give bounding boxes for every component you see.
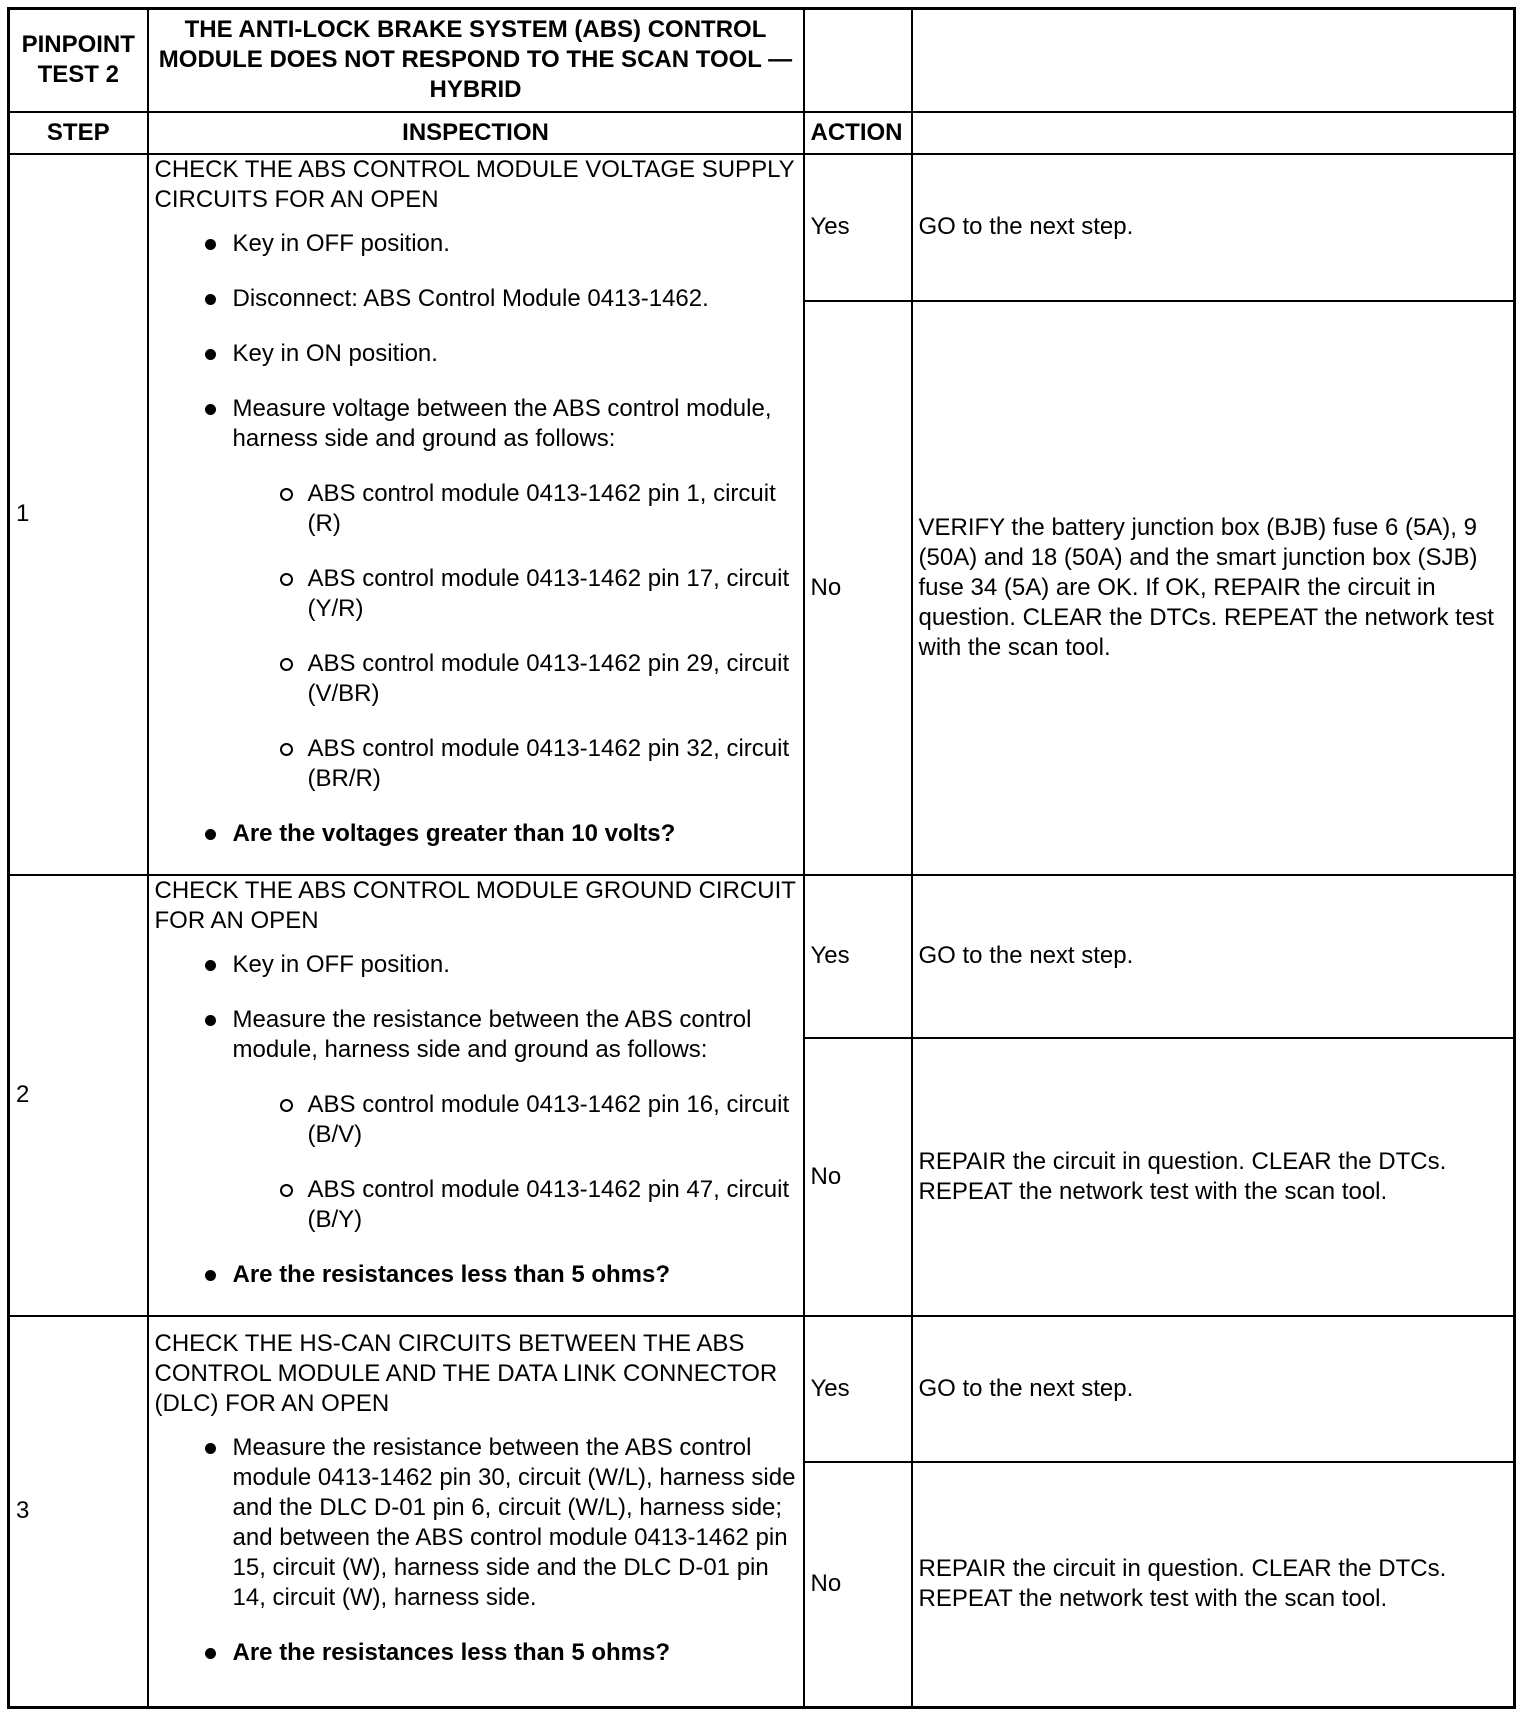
bullet-item <box>203 1005 797 1235</box>
title-blank-cell-1 <box>804 9 912 112</box>
pinpoint-test-table <box>7 7 1516 1709</box>
step-1-yes-row <box>9 154 1515 302</box>
no-action: VERIFY the battery junction box (BJB) fuse 6 (5A), 9 (50A) and 18 (50A) and the smart junction box (SJB) fuse 34 (5A) are OK. If OK, REPAIR the circuit in question. CLEAR the DTCs. REPEAT the network test with the scan tool. <box>912 301 1515 874</box>
step-3-yes-row <box>9 1316 1515 1462</box>
step-number: 2 <box>9 875 148 1316</box>
column-header-row <box>9 112 1515 154</box>
bullet-item: Measure the resistance between the ABS control module 0413-1462 pin 30, circuit (W/L), harness side and the DLC D-01 pin 6, circuit (W/L), harness side; and between the ABS control module 0413-1462 pin 15, circuit (W), harness side and the DLC D-01 pin 14, circuit (W), harness side. <box>203 1433 797 1613</box>
bullet-text: Measure the resistance between the ABS control module, harness side and ground as follows: <box>232 1005 752 1063</box>
sub-bullet-item: ABS control module 0413-1462 pin 16, circuit (B/V) <box>278 1090 797 1150</box>
yes-label: Yes <box>804 1316 912 1462</box>
bullet-item: Key in OFF position. <box>203 229 797 259</box>
sub-bullet-item: ABS control module 0413-1462 pin 32, circuit (BR/R) <box>278 734 797 794</box>
step-1-heading: CHECK THE ABS CONTROL MODULE VOLTAGE SUPPLY CIRCUITS FOR AN OPEN <box>154 155 795 213</box>
step-2-yes-row <box>9 875 1515 1039</box>
no-action: REPAIR the circuit in question. CLEAR the DTCs. REPEAT the network test with the scan tool. <box>912 1038 1515 1315</box>
yes-label: Yes <box>804 154 912 302</box>
title-blank-cell-2 <box>912 9 1515 112</box>
bullet-item <box>203 394 797 794</box>
pinpoint-label: PINPOINT TEST 2 <box>9 9 148 112</box>
bullet-item: Key in OFF position. <box>203 950 797 980</box>
yes-action: GO to the next step. <box>912 154 1515 302</box>
column-header-inspection: INSPECTION <box>148 112 804 154</box>
step-number: 1 <box>9 154 148 875</box>
step-2-bullets <box>155 950 797 1290</box>
step-2-heading: CHECK THE ABS CONTROL MODULE GROUND CIRCUIT FOR AN OPEN <box>154 876 796 934</box>
column-header-blank <box>912 112 1515 154</box>
step-1-sub-bullets <box>233 479 797 794</box>
no-action: REPAIR the circuit in question. CLEAR the DTCs. REPEAT the network test with the scan tool. <box>912 1462 1515 1708</box>
step-number: 3 <box>9 1316 148 1708</box>
bullet-item: Key in ON position. <box>203 339 797 369</box>
step-2-question: Are the resistances less than 5 ohms? <box>203 1260 797 1290</box>
yes-label: Yes <box>804 875 912 1039</box>
bullet-text: Measure voltage between the ABS control module, harness side and ground as follows: <box>232 394 772 452</box>
sub-bullet-item: ABS control module 0413-1462 pin 29, circuit (V/BR) <box>278 649 797 709</box>
yes-action: GO to the next step. <box>912 875 1515 1039</box>
no-label: No <box>804 1462 912 1708</box>
column-header-step: STEP <box>9 112 148 154</box>
yes-action: GO to the next step. <box>912 1316 1515 1462</box>
step-1-bullets <box>155 229 797 849</box>
bullet-item: Disconnect: ABS Control Module 0413-1462. <box>203 284 797 314</box>
sub-bullet-item: ABS control module 0413-1462 pin 47, circuit (B/Y) <box>278 1175 797 1235</box>
column-header-action: ACTION <box>804 112 912 154</box>
step-1-question: Are the voltages greater than 10 volts? <box>203 819 797 849</box>
step-3-question: Are the resistances less than 5 ohms? <box>203 1638 797 1668</box>
no-label: No <box>804 301 912 874</box>
step-2-sub-bullets <box>233 1090 797 1235</box>
step-3-bullets <box>155 1433 797 1668</box>
step-3-inspection <box>148 1316 804 1708</box>
step-3-heading: CHECK THE HS-CAN CIRCUITS BETWEEN THE ABS CONTROL MODULE AND THE DATA LINK CONNECTOR (DLC) FOR AN OPEN <box>154 1330 778 1418</box>
no-label: No <box>804 1038 912 1315</box>
test-title: THE ANTI-LOCK BRAKE SYSTEM (ABS) CONTROL MODULE DOES NOT RESPOND TO THE SCAN TOOL — HYBRID <box>148 9 804 112</box>
step-2-inspection <box>148 875 804 1316</box>
sub-bullet-item: ABS control module 0413-1462 pin 17, circuit (Y/R) <box>278 564 797 624</box>
title-row <box>9 9 1515 112</box>
step-1-inspection <box>148 154 804 875</box>
sub-bullet-item: ABS control module 0413-1462 pin 1, circuit (R) <box>278 479 797 539</box>
